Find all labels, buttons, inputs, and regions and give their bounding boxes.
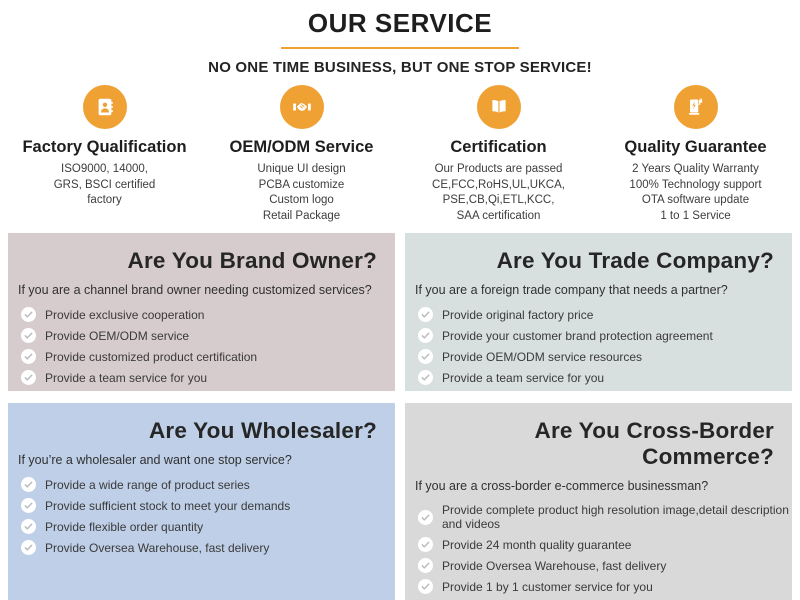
list-item	[418, 579, 792, 594]
feature-title: Certification	[450, 138, 547, 156]
list-item	[21, 498, 395, 513]
feature-certification	[400, 85, 597, 224]
feature-factory-qualification	[6, 85, 203, 224]
list-item-label: Provide OEM/ODM service resources	[442, 349, 643, 364]
benefit-list	[21, 477, 395, 555]
list-item	[21, 477, 395, 492]
audience-panels-grid	[0, 233, 800, 600]
panel-question: If you’re a wholesaler and want one stop service?	[18, 453, 292, 467]
check-icon	[21, 477, 36, 492]
feature-line: ISO9000, 14000,	[61, 163, 148, 175]
check-icon	[418, 510, 433, 525]
feature-quality-guarantee	[597, 85, 794, 224]
feature-title: OEM/ODM Service	[229, 138, 374, 156]
list-item-label: Provide original factory price	[442, 307, 594, 322]
check-icon	[21, 370, 36, 385]
features-row	[0, 85, 800, 224]
feature-description	[400, 162, 597, 224]
section-subtitle: NO ONE TIME BUSINESS, BUT ONE STOP SERVICE!	[208, 59, 592, 76]
list-item	[418, 328, 792, 343]
feature-line: 2 Years Quality Warranty	[632, 163, 759, 175]
feature-line: 1 to 1 Service	[660, 209, 731, 222]
list-item-label: Provide a team service for you	[442, 370, 605, 385]
check-icon	[418, 537, 433, 552]
list-item-label: Provide a team service for you	[45, 370, 208, 385]
page-title: OUR SERVICE	[307, 8, 493, 38]
feature-title: Quality Guarantee	[624, 138, 767, 156]
benefit-list	[418, 307, 792, 385]
feature-line: SAA certification	[456, 209, 541, 222]
panel-title: Are You Wholesaler?	[148, 418, 377, 443]
list-item-label: Provide a wide range of product series	[45, 477, 250, 492]
address-book-icon	[83, 85, 127, 129]
feature-line: CE,FCC,RoHS,UL,UKCA,	[432, 178, 565, 191]
feature-line: 100% Technology support	[629, 178, 762, 191]
panel-question: If you are a foreign trade company that needs a partner?	[415, 283, 728, 297]
list-item-label: Provide OEM/ODM service	[45, 328, 190, 343]
feature-line: factory	[87, 194, 122, 206]
benefit-list	[418, 503, 792, 594]
benefit-list	[21, 307, 395, 385]
list-item-label: Provide Oversea Warehouse, fast delivery	[442, 558, 667, 573]
list-item	[418, 558, 792, 573]
panel-question: If you are a cross-border e-commerce businessman?	[415, 479, 709, 493]
check-icon	[21, 519, 36, 534]
list-item-label: Provide exclusive cooperation	[45, 307, 205, 322]
list-item	[21, 349, 395, 364]
list-item-label: Provide 24 month quality guarantee	[442, 537, 632, 552]
list-item	[418, 537, 792, 552]
feature-oem-odm-service	[203, 85, 400, 224]
panel-title: Are You Cross-Border Commerce?	[534, 418, 774, 469]
panel-brand-owner	[8, 233, 395, 391]
list-item	[418, 307, 792, 322]
check-icon	[418, 558, 433, 573]
feature-line: Retail Package	[262, 209, 341, 222]
list-item-label: Provide flexible order quantity	[45, 519, 204, 534]
check-icon	[418, 328, 433, 343]
feature-description	[6, 162, 203, 209]
feature-line: Custom logo	[269, 194, 334, 206]
title-underline	[281, 47, 519, 49]
list-item-label: Provide 1 by 1 customer service for you	[442, 579, 653, 594]
feature-line: Our Products are passed	[434, 163, 563, 175]
feature-description	[597, 162, 794, 224]
list-item-label: Provide sufficient stock to meet your demands	[45, 498, 291, 513]
list-item	[21, 370, 395, 385]
open-book-icon	[477, 85, 521, 129]
check-icon	[21, 328, 36, 343]
check-icon	[21, 307, 36, 322]
panel-trade-company	[405, 233, 792, 391]
check-icon	[21, 349, 36, 364]
list-item	[21, 307, 395, 322]
check-icon	[418, 307, 433, 322]
handshake-icon	[280, 85, 324, 129]
panel-cross-border-commerce	[405, 403, 792, 600]
feature-line: PCBA customize	[258, 178, 345, 191]
check-icon	[21, 498, 36, 513]
list-item	[21, 540, 395, 555]
list-item-label: Provide your customer brand protection agreement	[442, 328, 713, 343]
check-icon	[21, 540, 36, 555]
panel-question: If you are a channel brand owner needing customized services?	[18, 283, 372, 297]
feature-title: Factory Qualification	[22, 138, 187, 156]
list-item-label: Provide Oversea Warehouse, fast delivery	[45, 540, 270, 555]
list-item	[418, 503, 792, 531]
panel-title: Are You Brand Owner?	[127, 248, 377, 273]
feature-line: PSE,CB,Qi,ETL,KCC,	[442, 194, 555, 206]
list-item-label: Provide complete product high resolution image,detail description and videos	[442, 503, 789, 531]
list-item	[418, 370, 792, 385]
list-item	[21, 328, 395, 343]
charging-station-icon	[674, 85, 718, 129]
feature-line: OTA software update	[641, 194, 750, 206]
list-item-label: Provide customized product certification	[45, 349, 258, 364]
feature-line: GRS, BSCI certified	[53, 178, 156, 191]
panel-wholesaler	[8, 403, 395, 600]
panel-title: Are You Trade Company?	[496, 248, 774, 273]
list-item	[21, 519, 395, 534]
feature-description	[203, 162, 400, 224]
feature-line: Unique UI design	[257, 163, 346, 175]
check-icon	[418, 349, 433, 364]
check-icon	[418, 579, 433, 594]
list-item	[418, 349, 792, 364]
check-icon	[418, 370, 433, 385]
our-service-section	[0, 8, 800, 594]
